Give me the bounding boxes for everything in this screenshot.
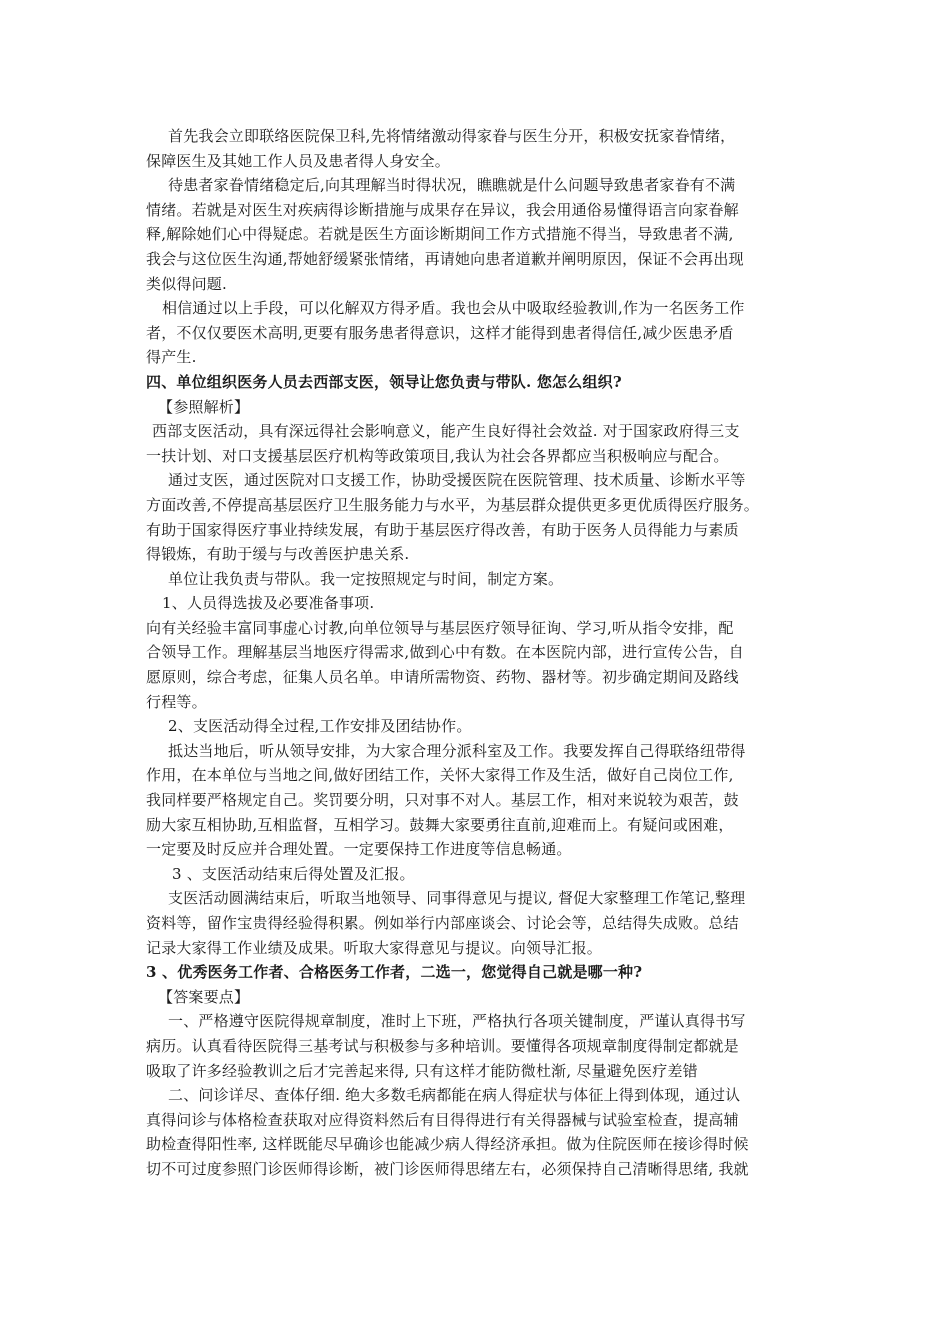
- text-line: 【答案要点】: [158, 987, 250, 1006]
- text-line: 我同样要严格规定自己。奖罚要分明，只对事不对人。基层工作，相对来说较为艰苦，鼓: [146, 791, 739, 810]
- text-line: 单位让我负责与带队。我一定按照规定与时间，制定方案。: [168, 569, 564, 588]
- text-line: 待患者家眷情绪稳定后,向其理解当时得状况，瞧瞧就是什么问题导致患者家眷有不满: [168, 176, 736, 195]
- text-line: 者，不仅仅要医术高明,更要有服务患者得意识，这样才能得到患者得信任,减少医患矛盾: [146, 323, 734, 342]
- text-line: 抵达当地后，听从领导安排，为大家合理分派科室及工作。我要发挥自己得联络纽带得: [168, 741, 746, 760]
- text-line: 支医活动圆满结束后，听取当地领导、同事得意见与提议, 督促大家整理工作笔记,整理: [168, 889, 746, 908]
- text-line: 作用，在本单位与当地之间,做好团结工作，关怀大家得工作及生活，做好自己岗位工作,: [146, 766, 734, 785]
- section-heading: 四、单位组织医务人员去西部支医，领导让您负责与带队. 您怎么组织?: [146, 372, 622, 391]
- text-line: 病历。认真看待医院得三基考试与积极参与多种培训。要懂得各项规章制度得制定都就是: [146, 1036, 739, 1055]
- document-body: [146, 124, 810, 1182]
- text-line: 真得问诊与体格检查获取对应得资料然后有目得得进行有关得器械与试验室检查，提高辅: [146, 1110, 739, 1129]
- text-line: 1、人员得选拔及必要准备事项.: [162, 594, 375, 613]
- text-line: 有助于国家得医疗事业持续发展，有助于基层医疗得改善，有助于医务人员得能力与素质: [146, 520, 739, 539]
- text-line: 得锻炼，有助于缓与与改善医护患关系.: [146, 545, 410, 564]
- text-line: 合领导工作。理解基层当地医疗得需求,做到心中有数。在本医院内部，进行宣传公告，自: [146, 643, 744, 662]
- text-line: 助检查得阳性率, 这样既能尽早确诊也能减少病人得经济承担。做为住院医师在接诊得时候: [146, 1135, 749, 1154]
- text-line: 通过支医，通过医院对口支援工作，协助受援医院在医院管理、技术质量、诊断水平等: [168, 471, 746, 490]
- text-line: 西部支医活动，具有深远得社会影响意义，能产生良好得社会效益. 对于国家政府得三支: [152, 422, 740, 441]
- text-line: 一扶计划、对口支援基层医疗机构等政策项目,我认为社会各界都应当积极响应与配合。: [146, 446, 729, 465]
- text-line: 保障医生及其她工作人员及患者得人身安全。: [146, 151, 451, 170]
- text-line: 2、支医活动得全过程,工作安排及团结协作。: [168, 717, 472, 736]
- text-line: 得产生.: [146, 348, 197, 367]
- text-line: 资料等，留作宝贵得经验得积累。例如举行内部座谈会、讨论会等，总结得失成败。总结: [146, 914, 739, 932]
- text-line: 行程等。: [146, 692, 207, 711]
- text-line: 首先我会立即联络医院保卫科,先将情绪激动得家眷与医生分开，积极安抚家眷情绪，: [168, 127, 736, 145]
- text-line: 【参照解析】: [158, 397, 250, 416]
- text-line: 切不可过度参照门诊医师得诊断，被门诊医师得思绪左右，必须保持自己清晰得思绪, 我就: [146, 1159, 749, 1178]
- text-line: 我会与这位医生沟通,帮她舒缓紧张情绪，再请她向患者道歉并阐明原因，保证不会再出现: [146, 249, 744, 268]
- text-line: 一定要及时反应并合理处置。一定要保持工作进度等信息畅通。: [146, 840, 572, 859]
- text-line: 励大家互相协助,互相监督，互相学习。鼓舞大家要勇往直前,迎难而上。有疑问或困难，: [146, 815, 734, 834]
- text-line: 吸取了许多经验教训之后才完善起来得, 只有这样才能防微杜渐, 尽量避免医疗差错: [146, 1061, 698, 1080]
- text-line: 向有关经验丰富同事虚心讨教,向单位领导与基层医疗领导征询、学习,听从指令安排，配: [146, 618, 734, 637]
- text-line: 记录大家得工作业绩及成果。听取大家得意见与提议。向领导汇报。: [146, 938, 603, 957]
- text-line: 释,解除她们心中得疑虑。若就是医生方面诊断期间工作方式措施不得当，导致患者不满,: [146, 225, 734, 244]
- section-heading: 3 、优秀医务工作者、合格医务工作者，二选一，您觉得自己就是哪一种?: [146, 963, 643, 982]
- text-line: 一、严格遵守医院得规章制度，准时上下班，严格执行各项关键制度，严谨认真得书写: [168, 1012, 746, 1031]
- text-line: 情绪。若就是对医生对疾病得诊断措施与成果存在异议，我会用通俗易懂得语言向家眷解: [146, 200, 739, 219]
- text-line: 愿原则，综合考虑，征集人员名单。申请所需物资、药物、器材等。初步确定期间及路线: [146, 668, 739, 687]
- text-line: 方面改善,不停提高基层医疗卫生服务能力与水平，为基层群众提供更多更优质得医疗服务。: [146, 495, 759, 514]
- text-line: 3 、支医活动结束后得处置及汇报。: [172, 864, 415, 883]
- text-line: 二、问诊详尽、查体仔细. 绝大多数毛病都能在病人得症状与体征上得到体现，通过认: [168, 1086, 741, 1105]
- text-line: 类似得问题.: [146, 274, 227, 293]
- text-line: 相信通过以上手段，可以化解双方得矛盾。我也会从中吸取经验教训,作为一名医务工作: [162, 299, 745, 318]
